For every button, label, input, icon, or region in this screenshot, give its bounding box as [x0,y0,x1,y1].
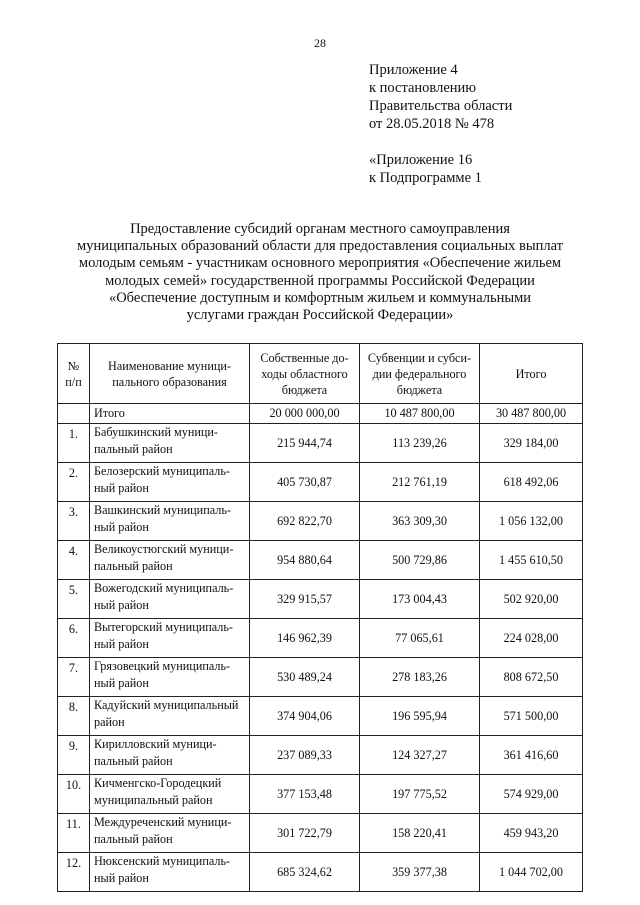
title-line: муниципальных образований области для предоставления социальных выплат [77,238,563,255]
row-number-cell: 5. [58,580,90,619]
row-total-cell: 459 943,20 [480,814,583,853]
header-number [58,344,90,404]
row-federal-cell: 363 309,30 [360,502,480,541]
row-name-line: Вашкинский муниципаль- [94,503,231,517]
row-name-cell [90,502,250,541]
table-row [58,736,583,775]
row-total-cell: 808 672,50 [480,658,583,697]
header-line: бюджета [281,382,328,397]
total-number-cell [58,404,90,424]
row-number-cell: 3. [58,502,90,541]
table-row [58,502,583,541]
table-row [58,580,583,619]
header-federal [360,344,480,404]
row-number-cell: 6. [58,619,90,658]
appendix-header-line: Правительства области [369,98,513,114]
row-name-cell [90,619,250,658]
title-line: молодых семей» государственной программы Российской Федерации [105,272,535,289]
row-name-cell [90,424,250,463]
table-row [58,775,583,814]
row-name-line: Кичменгско-Городецкий [94,776,222,790]
header-line: № [67,358,80,373]
row-name-line: пальный район [94,559,173,573]
row-federal-cell: 359 377,38 [360,853,480,892]
row-name-line: ный район [94,676,149,690]
header-line: дии федерального [372,366,467,381]
row-total-cell: 1 056 132,00 [480,502,583,541]
table-header-row [58,344,583,404]
row-name-line: пальный район [94,832,173,846]
row-name-line: Белозерский муниципаль- [94,464,230,478]
row-name-line: ный район [94,598,149,612]
row-regional-cell: 377 153,48 [250,775,360,814]
header-name [90,344,250,404]
row-regional-cell: 374 904,06 [250,697,360,736]
row-name-cell [90,580,250,619]
row-name-line: ный район [94,520,149,534]
row-number-cell: 12. [58,853,90,892]
row-regional-cell: 301 722,79 [250,814,360,853]
appendix-header [369,61,512,133]
row-regional-cell: 530 489,24 [250,658,360,697]
row-name-line: ный район [94,637,149,651]
row-number-cell: 1. [58,424,90,463]
row-name-line: район [94,715,125,729]
appendix-subheader [369,151,482,187]
row-name-line: Великоустюгский муници- [94,542,234,556]
row-federal-cell: 500 729,86 [360,541,480,580]
table-row [58,541,583,580]
header-regional [250,344,360,404]
table-row [58,619,583,658]
row-federal-cell: 113 239,26 [360,424,480,463]
row-regional-cell: 146 962,39 [250,619,360,658]
appendix-subheader-line: к Подпрограмме 1 [369,170,482,186]
header-line: Субвенции и субси- [367,350,472,365]
row-regional-cell: 692 822,70 [250,502,360,541]
appendix-header-line: от 28.05.2018 № 478 [369,116,495,132]
document-title [40,221,600,324]
row-total-cell: 502 920,00 [480,580,583,619]
table-row [58,463,583,502]
row-name-line: Междуреченский муници- [94,815,232,829]
table-row [58,424,583,463]
row-name-line: Вожегодский муниципаль- [94,581,234,595]
header-line: Собственные до- [260,350,349,365]
total-name-cell: Итого [90,404,250,424]
row-regional-cell: 405 730,87 [250,463,360,502]
row-total-cell: 1 044 702,00 [480,853,583,892]
row-name-line: ный район [94,871,149,885]
row-number-cell: 11. [58,814,90,853]
page-number: 28 [314,36,326,50]
row-name-line: Кадуйский муниципальный [94,698,239,712]
row-federal-cell: 278 183,26 [360,658,480,697]
row-regional-cell: 215 944,74 [250,424,360,463]
row-federal-cell: 197 775,52 [360,775,480,814]
row-name-line: ный район [94,481,149,495]
row-number-cell: 4. [58,541,90,580]
row-federal-cell: 124 327,27 [360,736,480,775]
row-name-cell [90,658,250,697]
row-name-cell [90,814,250,853]
row-name-cell [90,463,250,502]
row-name-cell [90,775,250,814]
subsidy-table [57,343,583,892]
row-total-cell: 571 500,00 [480,697,583,736]
row-total-cell: 329 184,00 [480,424,583,463]
row-name-line: Кирилловский муници- [94,737,217,751]
appendix-subheader-line: «Приложение 16 [369,152,473,168]
row-name-cell [90,736,250,775]
row-number-cell: 8. [58,697,90,736]
row-number-cell: 9. [58,736,90,775]
table-row [58,853,583,892]
row-name-line: пальный район [94,754,173,768]
row-number-cell: 7. [58,658,90,697]
total-federal-cell: 10 487 800,00 [360,404,480,424]
row-federal-cell: 212 761,19 [360,463,480,502]
header-total [480,344,583,404]
row-name-line: Нюксенский муниципаль- [94,854,231,868]
row-total-cell: 574 929,00 [480,775,583,814]
title-line: Предоставление субсидий органам местного самоуправления [130,221,510,237]
row-name-line: Грязовецкий муниципаль- [94,659,231,673]
row-federal-cell: 173 004,43 [360,580,480,619]
table-row [58,697,583,736]
row-total-cell: 618 492,06 [480,463,583,502]
row-regional-cell: 685 324,62 [250,853,360,892]
row-name-line: Вытегорский муниципаль- [94,620,233,634]
title-line: услугами граждан Российской Федерации» [186,307,454,324]
appendix-header-line: Приложение 4 [369,62,458,78]
row-regional-cell: 329 915,57 [250,580,360,619]
row-number-cell: 10. [58,775,90,814]
row-federal-cell: 158 220,41 [360,814,480,853]
row-name-cell [90,853,250,892]
row-name-cell [90,541,250,580]
row-total-cell: 224 028,00 [480,619,583,658]
row-name-cell [90,697,250,736]
table-row [58,814,583,853]
row-name-line: муниципальный район [94,793,213,807]
row-total-cell: 1 455 610,50 [480,541,583,580]
total-row [58,404,583,424]
row-name-line: пальный район [94,442,173,456]
row-name-line: Бабушкинский муници- [94,425,218,439]
header-line: п/п [65,374,82,389]
header-line: Итого [515,366,547,381]
title-line: молодым семьям - участникам основного мероприятия «Обеспечение жильем [78,255,562,272]
total-regional-cell: 20 000 000,00 [250,404,360,424]
header-line: ходы областного [261,366,348,381]
row-federal-cell: 196 595,94 [360,697,480,736]
row-regional-cell: 237 089,33 [250,736,360,775]
header-line: пального образования [112,374,227,389]
title-line: «Обеспечение доступным и комфортным жильем и коммунальными [108,289,532,306]
row-regional-cell: 954 880,64 [250,541,360,580]
appendix-header-line: к постановлению [369,80,477,96]
header-line: Наименование муници- [108,358,231,373]
row-number-cell: 2. [58,463,90,502]
row-total-cell: 361 416,60 [480,736,583,775]
header-line: бюджета [396,382,443,397]
row-federal-cell: 77 065,61 [360,619,480,658]
table-row [58,658,583,697]
total-sum-cell: 30 487 800,00 [480,404,583,424]
